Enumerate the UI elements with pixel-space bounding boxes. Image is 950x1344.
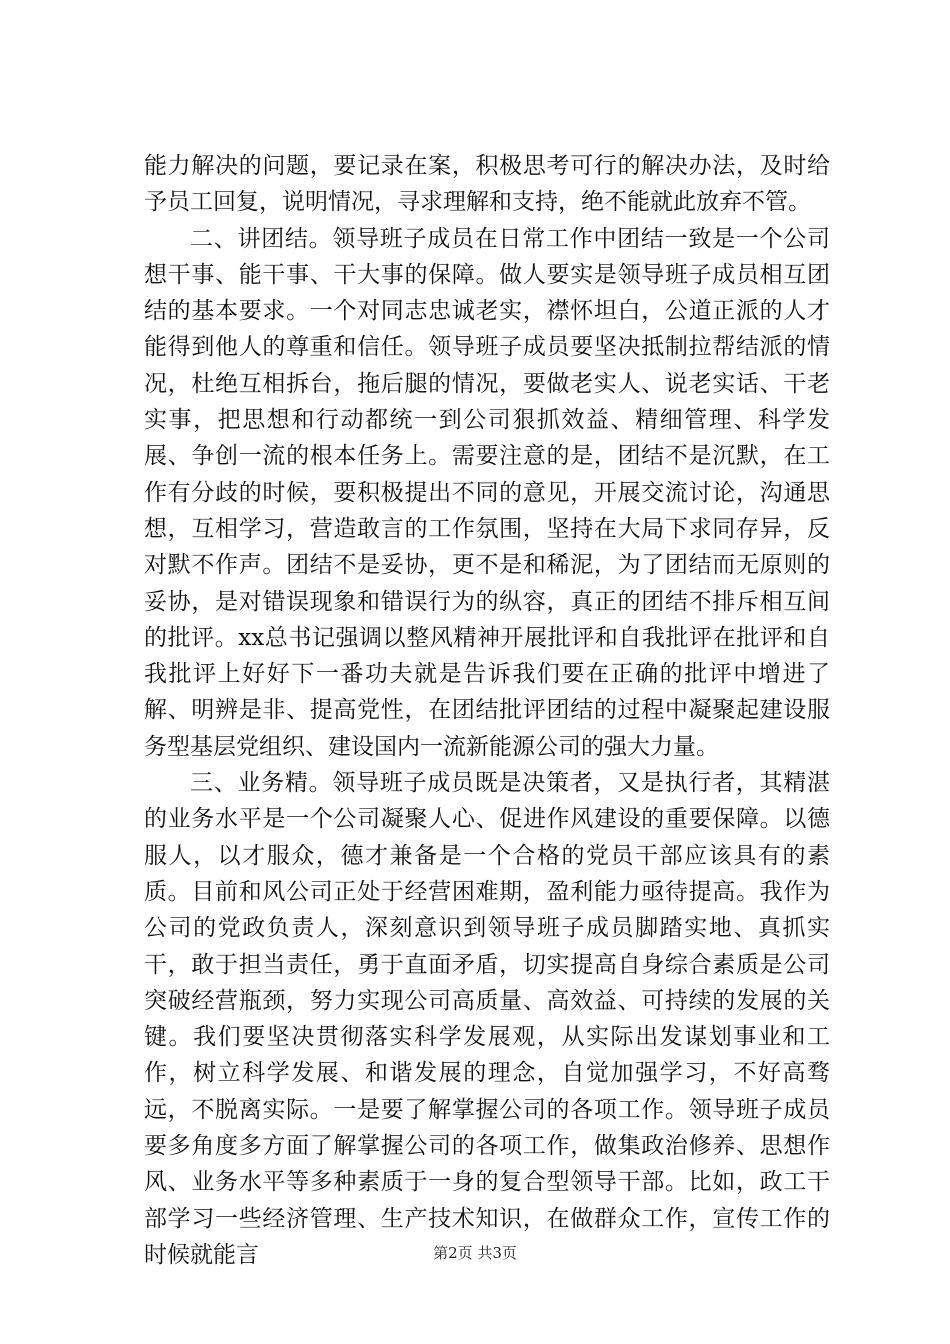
document-body	[144, 148, 830, 1273]
paragraph-continuation: 能力解决的问题，要记录在案，积极思考可行的解决办法，及时给予员工回复，说明情况，寻求理解和支持，绝不能就此放弃不管。	[144, 153, 830, 216]
paragraph-unity: 二、讲团结。领导班子成员在日常工作中团结一致是一个公司想干事、能干事、干大事的保障。做人要实是领导班子成员相互团结的基本要求。一个对同志忠诚老实，襟怀坦白，公道正派的人才能得到他人的尊重和信任。领导班子成员要坚决抵制拉帮结派的情况，杜绝互相拆台，拖后腿的情况，要做老实人、说老实话、干老实事，把思想和行动都统一到公司狠抓效益、精细管理、科学发展、争创一流的根本任务上。需要注意的是，团结不是沉默，在工作有分歧的时候，要积极提出不同的意见，开展交流讨论，沟通思想，互相学习，营造敢言的工作氛围，坚持在大局下求同存异，反对默不作声。团结不是妥协，更不是和稀泥，为了团结而无原则的妥协，是对错误现象和错误行为的纵容，真正的团结不排斥相互间的批评。xx总书记强调以整风精神开展批评和自我批评在批评和自我批评上好好下一番功夫就是告诉我们要在正确的批评中增进了解、明辨是非、提高党性，在团结批评团结的过程中凝聚起建设服务型基层党组织、建设国内一流新能源公司的强大力量。	[144, 225, 830, 760]
paragraph-expertise: 三、业务精。领导班子成员既是决策者，又是执行者，其精湛的业务水平是一个公司凝聚人心、促进作风建设的重要保障。以德服人，以才服众，德才兼备是一个合格的党员干部应该具有的素质。目前和风公司正处于经营困难期，盈利能力亟待提高。我作为公司的党政负责人，深刻意识到领导班子成员脚踏实地、真抓实干，敢于担当责任，勇于直面矛盾，切实提高自身综合素质是公司突破经营瓶颈，努力实现公司高质量、高效益、可持续的发展的关键。我们要坚决贯彻落实科学发展观，从实际出发谋划事业和工作，树立科学发展、和谐发展的理念，自觉加强学习，不好高骛远，不脱离实际。一是要了解掌握公司的各项工作。领导班子成员要多角度多方面了解掌握公司的各项工作，做集政治修养、思想作风、业务水平等多种素质于一身的复合型领导干部。比如，政工干部学习一些经济管理、生产技术知识，在做群众工作，宣传工作的时候就能言	[144, 770, 830, 1268]
page-number: 第2页 共3页	[433, 1244, 517, 1262]
